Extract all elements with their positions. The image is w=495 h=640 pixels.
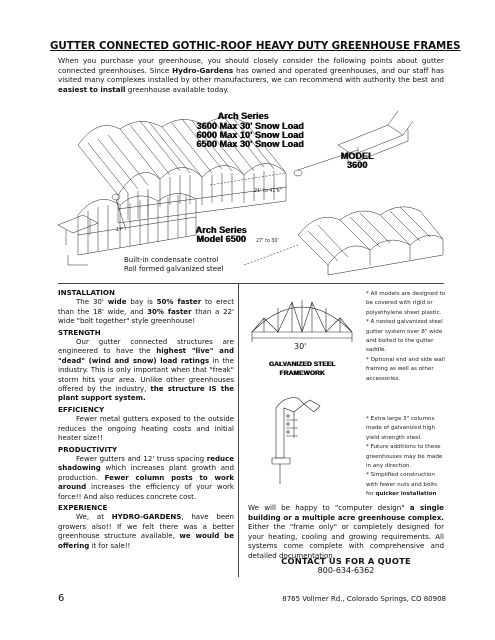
design-t2: Either the "frame only" or completely designed for your heating, cooling and growing requirements. All systems come complete with comprehensive and detailed documentation. [248,522,444,560]
gutter-caption-2: Roll formed galvanized steel [124,265,224,273]
framework-label-1: GALVANIZED STEEL [268,361,336,368]
snow-load-3: 6500 Max 30' Snow Load [196,139,304,149]
left-column [58,288,234,552]
inst-t2: bay is [126,297,157,307]
note-6-bold: quicker installation [375,491,437,498]
framework-span: 30' [294,342,307,351]
note-3: * Optional end and side wall framing as well as other accessories. [366,356,445,382]
dimension-17: 17' [116,228,124,233]
intro-paragraph [58,56,444,94]
intro-text-3: greenhouse available today. [125,84,229,94]
inst-b3: 30% faster [147,306,192,316]
installation-heading: INSTALLATION [58,288,115,297]
prod-b1: reduce shadowing [58,453,234,473]
snow-load-2: 6000 Max 10' Snow Load [196,130,304,140]
str-b1: highest "live" and "dead" (wind and snow) load ratings [58,346,235,365]
dimension-width: 21' to 41'6" [254,189,282,194]
intro-brand: Hydro-Gardens [172,65,234,75]
inst-b1: wide [107,297,127,307]
arch-series-top: Arch Series [217,111,269,121]
note-5: * Future additions to these greenhouses may be made in any direction. [366,444,443,470]
str-t1: Our gutter connected structures are engineered to have the [58,337,234,356]
note-4: * Extra large 3" columns made of galvanized high yield strength steel. [366,416,436,441]
strength-text [58,337,234,403]
contact-phone[interactable]: 800-634-6362 [317,566,375,575]
design-b1: a single building or a multiple acre greenhouse complex. [248,503,444,522]
prod-t2: which increases plant growth and production. [58,463,234,482]
str-b2: the structure IS the plant support system. [58,384,234,403]
exp-t3: it for sale!! [89,540,131,550]
framework-label-2: FRAMEWORK [279,370,325,377]
dimension-27: 27' to 30' [256,239,279,244]
section-divider [58,283,444,284]
gutter-caption-1: Built-in condensate control [124,256,219,264]
column-divider [238,283,239,577]
efficiency-heading: EFFICIENCY [58,404,105,414]
design-t1: We will be happy to "computer design" [248,503,410,512]
page-number: 6 [58,593,65,604]
inst-t1: The 30' [76,297,108,307]
intro-bold: easiest to install [58,84,126,94]
inst-b2: 50% faster [156,297,202,307]
framework-drawing [244,288,360,488]
note-6 [366,471,446,499]
arch-series-bottom: Arch Series [195,225,247,235]
prod-t3: increases the efficiency of your work force!! And also reduces concrete cost. [58,482,234,501]
framework-figure [244,288,360,488]
footer-address: 8765 Vollmer Rd., Colorado Springs, CO 80908 [282,595,446,603]
note-6-text: * Simplified construction with fewer nuts and bolts for [366,472,438,498]
prod-t1: Fewer gutters and 12' truss spacing [76,453,207,463]
intro-text-1: When you purchase your greenhouse, you should closely consider the following points about gutter connected greenhouses. Since [58,56,444,75]
efficiency-text: Fewer metal gutters exposed to the outside reduces the ongoing heating costs and initial heater size!! [58,414,234,443]
model-number: 3600 [346,160,368,170]
exp-t1: We, at [76,512,112,522]
strength-heading: STRENGTH [58,327,101,337]
contact-block [248,556,444,575]
intro-text-2: has owned and operated greenhouses, and our staff has visited many complexes installed by other manufacturers, we can recommend with authority the best and [58,65,444,85]
notes-bottom [366,415,446,500]
productivity-heading: PRODUCTIVITY [58,444,118,454]
model-label: MODEL [340,151,374,161]
experience-text [58,512,234,550]
exp-b1: HYDRO-GARDENS [111,512,182,522]
str-t2: in the industry. This is only important when that "freak" storm hits your area. Unlike other greenhouses offered by the industry, [58,355,234,394]
experience-heading: EXPERIENCE [58,502,108,512]
installation-text [58,297,234,325]
inst-t3: to erect than the 18' wide, and [58,297,235,316]
note-2: * A nested galvanized steel gutter system over 8" wide and bolted to the gutter saddle. [366,319,443,354]
design-paragraph [248,503,444,560]
snow-load-1: 3600 Max 30' Snow Load [196,121,304,131]
greenhouse-illustration [58,105,446,280]
page-title: GUTTER CONNECTED GOTHIC-ROOF HEAVY DUTY GREENHOUSE FRAMES [50,40,461,52]
exp-b2: we would be offering [58,531,234,550]
productivity-text [58,454,234,501]
prod-b2: Fewer column posts to work around [58,472,235,492]
model-6500: Model 6500 [196,234,246,244]
contact-heading: CONTACT US FOR A QUOTE [281,556,411,566]
exp-t2: , have been growers also!! If we felt there was a better greenhouse structure available, [58,512,234,541]
inst-t4: than a 22' wide "bolt together" style greenhouse! [58,306,234,326]
note-1: * All models are designed to be covered with rigid or polyethylene sheet plastic. [366,291,446,316]
notes-top [366,290,446,384]
